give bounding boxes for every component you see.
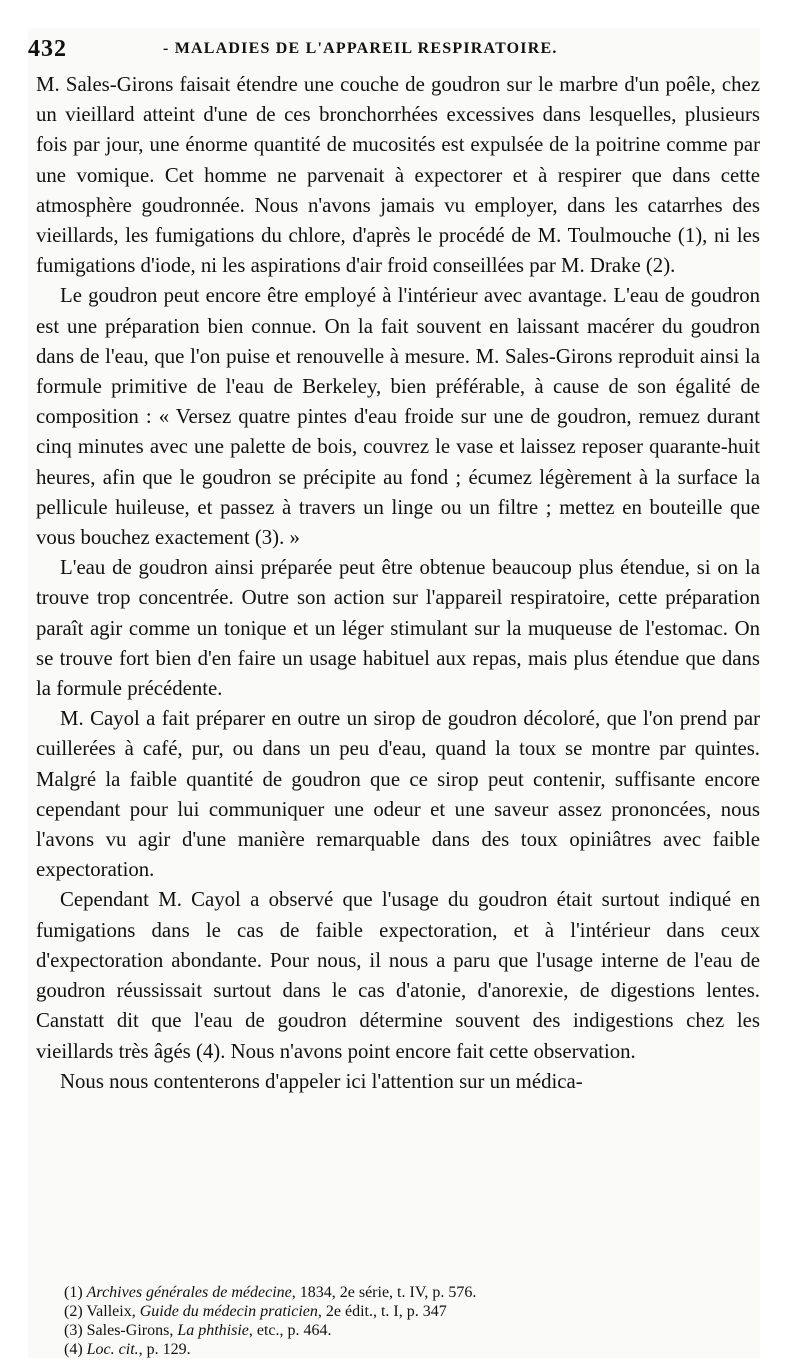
footnote-details: , 2e édit., t. I, p. 347 (317, 1303, 447, 1320)
paragraph-3: L'eau de goudron ainsi préparée peut être obtenue beaucoup plus étendue, si on la trouve trop concentrée. Outre son action sur l'appareil respiratoire, cette préparation paraît agir comme un tonique et un léger stimulant sur la muqueuse de l'estomac. On se trouve fort bien d'en faire un usage habituel aux repas, mais plus étendue que dans la formule précédente. (36, 556, 760, 701)
footnote-number: (4) (64, 1341, 83, 1358)
footnote-details: , p. 129. (138, 1341, 191, 1358)
footnote-2 (64, 1302, 744, 1321)
page-header (28, 36, 760, 66)
footnote-source: Guide du médecin praticien (139, 1303, 318, 1320)
paragraph-4: M. Cayol a fait préparer en outre un sirop de goudron décoloré, que l'on prend par cuillerées à café, pur, ou dans un peu d'eau, quand la toux se montre par quintes. Malgré la faible quantité de goudron que ce sirop peut contenir, suffisante encore cependant pour lui communiquer une odeur et une saveur assez prononcées, nous l'avons vu agir d'une manière remarquable dans des toux opiniâtres avec faible expectoration. (36, 707, 760, 882)
footnote-source: Loc. cit. (86, 1341, 139, 1358)
footnote-number: (3) (64, 1322, 83, 1339)
footnote-source: La phthisie (177, 1322, 249, 1339)
running-title: - MALADIES DE L'APPAREIL RESPIRATOIRE. (163, 40, 558, 57)
footnote-details: , etc., p. 464. (248, 1322, 332, 1339)
paragraph-6: Nous nous contenterons d'appeler ici l'attention sur un médica- (60, 1069, 583, 1093)
footnote-1 (64, 1283, 744, 1302)
footnotes (64, 1283, 744, 1359)
paragraph-1: M. Sales-Girons faisait étendre une couche de goudron sur le marbre d'un poêle, chez un vieillard atteint d'une de ces bronchorrhées excessives dans lesquelles, plusieurs fois par jour, une énorme quantité de mucosités est expulsée de la poitrine comme par une vomique. Cet homme ne parvenait à expectorer et à respirer que dans cette atmosphère goudronnée. Nous n'avons jamais vu employer, dans les catarrhes des vieillards, les fumigations du chlore, d'après le procédé de M. Toulmouche (1), ni les fumigations d'iode, ni les aspirations d'air froid conseillées par M. Drake (2). (36, 73, 760, 278)
footnote-number: (2) (64, 1303, 83, 1320)
footnote-4 (64, 1340, 744, 1359)
body-text (36, 70, 760, 1097)
paragraph-5: Cependant M. Cayol a observé que l'usage du goudron était surtout indiqué en fumigations dans le cas de faible expectoration, et à l'intérieur dans ceux d'expectoration abondante. Pour nous, il nous a paru que l'usage interne de l'eau de goudron réussissait surtout dans le cas d'atonie, d'anorexie, de digestions lentes. Canstatt dit que l'eau de goudron détermine souvent des indigestions chez les vieillards très âgés (4). Nous n'avons point encore fait cette observation. (36, 888, 760, 1063)
page-number: 432 (28, 36, 67, 62)
footnote-source: Archives générales de médecine (86, 1284, 292, 1301)
footnote-number: (1) (64, 1284, 83, 1301)
book-page (28, 28, 760, 1358)
footnote-details: , 1834, 2e série, t. IV, p. 576. (291, 1284, 477, 1301)
footnote-author: Valleix, (86, 1303, 140, 1320)
footnote-3 (64, 1321, 744, 1340)
paragraph-2: Le goudron peut encore être employé à l'intérieur avec avantage. L'eau de goudron est une préparation bien connue. On la fait souvent en laissant macérer du goudron dans de l'eau, que l'on puise et renouvelle à mesure. M. Sales-Girons reproduit ainsi la formule primitive de l'eau de Berkeley, bien préférable, à cause de son égalité de composition : « Versez quatre pintes d'eau froide sur une de goudron, remuez durant cinq minutes avec une palette de bois, couvrez le vase et laissez reposer quarante-huit heures, afin que le goudron se précipite au fond ; écumez légèrement à la surface la pellicule huileuse, et passez à travers un linge ou un filtre ; mettez en bouteille que vous bouchez exactement (3). » (36, 284, 760, 550)
footnote-author: Sales-Girons, (86, 1322, 178, 1339)
